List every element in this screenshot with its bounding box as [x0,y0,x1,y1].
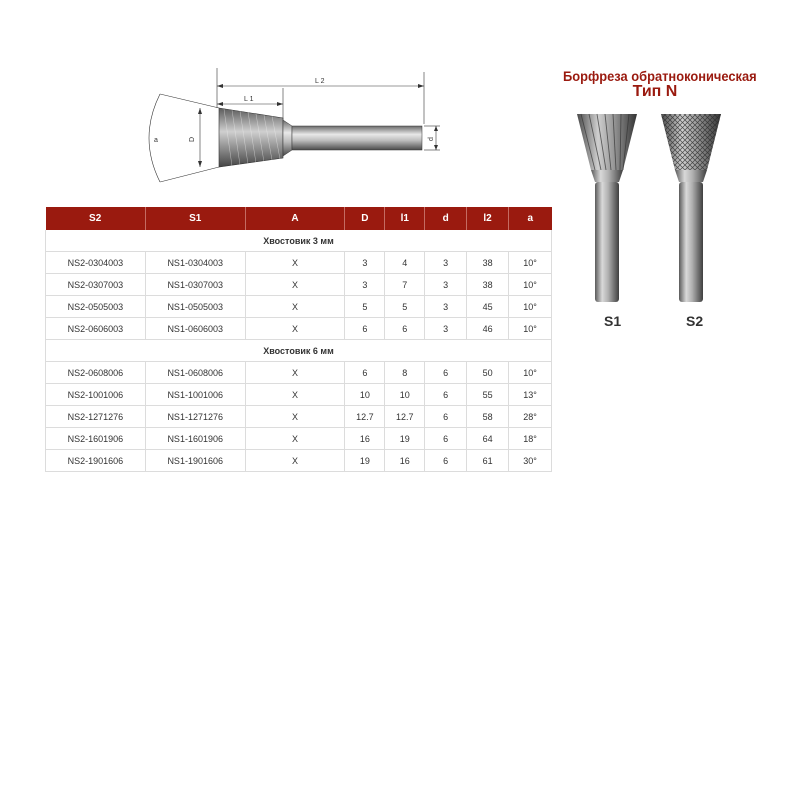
s1-burr-image [577,114,637,302]
table-cell: 10 [385,384,425,406]
table-cell: 28° [509,406,552,428]
table-row [46,384,552,406]
table-cell: 5 [385,296,425,318]
table-cell: 3 [425,252,467,274]
table-cell: 19 [385,428,425,450]
table-header [46,207,552,230]
table-cell: X [245,384,345,406]
table-cell: 10 [345,384,385,406]
s2-burr-image [661,114,721,302]
table-cell: 13° [509,384,552,406]
table-cell: 10° [509,274,552,296]
table-row [46,274,552,296]
spec-table [45,207,552,472]
table-cell: 10° [509,296,552,318]
table-row [46,362,552,384]
table-cell: X [245,318,345,340]
table-cell: NS1-0307003 [145,274,245,296]
angle-label: a [154,137,158,144]
column-header: S2 [46,207,146,230]
column-header: d [425,207,467,230]
title-line-1: Борфреза обратноконическая [563,68,757,84]
table-cell: NS2-1901606 [46,450,146,472]
column-header: D [345,207,385,230]
column-header: S1 [145,207,245,230]
table-row [46,406,552,428]
table-cell: NS2-1601906 [46,428,146,450]
table-cell: X [245,406,345,428]
table-cell: 3 [345,274,385,296]
product-photos [565,110,735,320]
table-cell: 58 [467,406,509,428]
table-cell: 10° [509,362,552,384]
table-cell: 38 [467,252,509,274]
table-cell: 3 [425,318,467,340]
d-small-label: d [428,137,435,141]
table-cell: NS2-1001006 [46,384,146,406]
table-cell: 7 [385,274,425,296]
table-cell: NS2-0304003 [46,252,146,274]
group-row [46,230,552,252]
table-cell: 12.7 [385,406,425,428]
table-cell: 6 [345,362,385,384]
table-cell: 61 [467,450,509,472]
product-title [555,68,755,100]
table-cell: NS1-0505003 [145,296,245,318]
title-line-2: Тип N [632,83,678,100]
technical-drawing [140,62,460,192]
table-cell: 10° [509,318,552,340]
table-cell: NS2-1271276 [46,406,146,428]
column-header: l1 [385,207,425,230]
table-cell: 18° [509,428,552,450]
s2-label: S2 [686,313,704,329]
table-cell: X [245,274,345,296]
table-cell: 6 [425,428,467,450]
group-row [46,340,552,362]
table-row [46,318,552,340]
table-cell: NS1-1901606 [145,450,245,472]
table-cell: NS1-1001006 [145,384,245,406]
table-cell: X [245,428,345,450]
table-cell: 30° [509,450,552,472]
column-header: l2 [467,207,509,230]
table-cell: 45 [467,296,509,318]
group-label: Хвостовик 6 мм [46,340,552,362]
table-cell: 6 [425,450,467,472]
table-cell: NS2-0606003 [46,318,146,340]
table-row [46,428,552,450]
table-cell: 8 [385,362,425,384]
table-cell: 64 [467,428,509,450]
d-big-label: D [189,136,196,142]
table-cell: NS2-0307003 [46,274,146,296]
table-cell: NS2-0505003 [46,296,146,318]
table-cell: NS1-0608006 [145,362,245,384]
table-cell: 3 [425,274,467,296]
table-row [46,252,552,274]
table-cell: 19 [345,450,385,472]
table-cell: NS1-0304003 [145,252,245,274]
table-cell: 6 [385,318,425,340]
table-cell: 50 [467,362,509,384]
table-cell: 46 [467,318,509,340]
table-cell: 16 [385,450,425,472]
table-row [46,450,552,472]
table-cell: 38 [467,274,509,296]
table-cell: NS1-1271276 [145,406,245,428]
s1-label: S1 [604,313,622,329]
table-cell: NS1-1601906 [145,428,245,450]
group-label: Хвостовик 3 мм [46,230,552,252]
table-cell: 55 [467,384,509,406]
table-cell: X [245,252,345,274]
table-cell: 6 [425,362,467,384]
table-cell: 6 [425,384,467,406]
l1-label: L 1 [244,96,254,103]
table-cell: X [245,450,345,472]
column-header: A [245,207,345,230]
table-cell: X [245,362,345,384]
column-header: a [509,207,552,230]
table-body [46,230,552,472]
l2-label: L 2 [315,78,325,85]
table-cell: NS2-0608006 [46,362,146,384]
table-cell: 16 [345,428,385,450]
table-cell: 4 [385,252,425,274]
table-cell: 5 [345,296,385,318]
table-cell: 3 [345,252,385,274]
table-cell: X [245,296,345,318]
table-cell: 3 [425,296,467,318]
table-cell: 10° [509,252,552,274]
table-cell: 12.7 [345,406,385,428]
table-cell: 6 [345,318,385,340]
table-cell: 6 [425,406,467,428]
table-row [46,296,552,318]
table-cell: NS1-0606003 [145,318,245,340]
